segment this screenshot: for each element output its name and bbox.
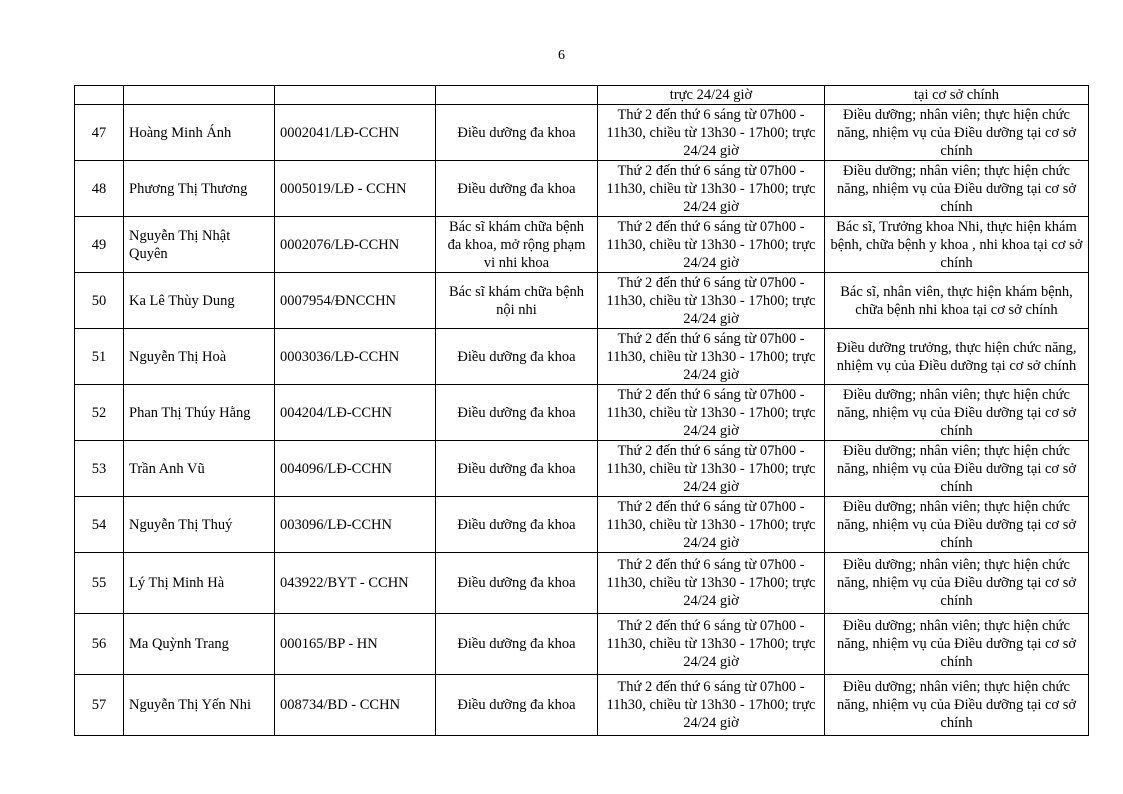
cell-no [75,86,124,105]
cell-name: Phan Thị Thúy Hằng [124,385,275,441]
cell-cert: 0002041/LĐ-CCHN [275,105,436,161]
table-row [75,497,1089,553]
cell-no: 57 [75,675,124,736]
table-row [75,385,1089,441]
cell-no: 47 [75,105,124,161]
table-row [75,329,1089,385]
table-row [75,553,1089,614]
table-row [75,614,1089,675]
cell-position: Điều dưỡng; nhân viên; thực hiện chức năng, nhiệm vụ của Điều dưỡng tại cơ sở chính [825,553,1089,614]
cell-cert: 043922/BYT - CCHN [275,553,436,614]
cell-time: Thứ 2 đến thứ 6 sáng từ 07h00 - 11h30, chiều từ 13h30 - 17h00; trực 24/24 giờ [598,675,825,736]
cell-cert [275,86,436,105]
cell-name: Hoàng Minh Ánh [124,105,275,161]
table-row [75,217,1089,273]
continuation-row [75,86,1089,105]
cell-scope: Điều dưỡng đa khoa [436,329,598,385]
staff-table [74,85,1089,736]
cell-name: Nguyễn Thị Nhật Quyên [124,217,275,273]
cell-position: Điều dưỡng; nhân viên; thực hiện chức năng, nhiệm vụ của Điều dưỡng tại cơ sở chính [825,105,1089,161]
cell-position: Điều dưỡng; nhân viên; thực hiện chức năng, nhiệm vụ của Điều dưỡng tại cơ sở chính [825,497,1089,553]
cell-cert: 003096/LĐ-CCHN [275,497,436,553]
cell-name: Trần Anh Vũ [124,441,275,497]
cell-time: Thứ 2 đến thứ 6 sáng từ 07h00 - 11h30, chiều từ 13h30 - 17h00; trực 24/24 giờ [598,385,825,441]
cell-cert: 000165/BP - HN [275,614,436,675]
table-row [75,273,1089,329]
cell-scope: Điều dưỡng đa khoa [436,441,598,497]
cell-position: Điều dưỡng; nhân viên; thực hiện chức năng, nhiệm vụ của Điều dưỡng tại cơ sở chính [825,385,1089,441]
table-row [75,105,1089,161]
cell-cert: 004096/LĐ-CCHN [275,441,436,497]
cell-no: 48 [75,161,124,217]
cell-scope: Bác sĩ khám chữa bệnh đa khoa, mở rộng phạm vi nhi khoa [436,217,598,273]
cell-no: 52 [75,385,124,441]
cell-position: Điều dưỡng; nhân viên; thực hiện chức năng, nhiệm vụ của Điều dưỡng tại cơ sở chính [825,614,1089,675]
cell-position: Điều dưỡng; nhân viên; thực hiện chức năng, nhiệm vụ của Điều dưỡng tại cơ sở chính [825,675,1089,736]
cell-time: Thứ 2 đến thứ 6 sáng từ 07h00 - 11h30, chiều từ 13h30 - 17h00; trực 24/24 giờ [598,217,825,273]
cell-scope: Điều dưỡng đa khoa [436,614,598,675]
cell-position: Bác sĩ, Trưởng khoa Nhi, thực hiện khám bệnh, chữa bệnh y khoa , nhi khoa tại cơ sở chính [825,217,1089,273]
page-number: 6 [558,48,565,63]
cell-name: Nguyễn Thị Thuý [124,497,275,553]
cell-no: 56 [75,614,124,675]
cell-no: 55 [75,553,124,614]
cell-scope [436,86,598,105]
cell-no: 53 [75,441,124,497]
cell-time: trực 24/24 giờ [598,86,825,105]
cell-name: Ma Quỳnh Trang [124,614,275,675]
cell-scope: Điều dưỡng đa khoa [436,105,598,161]
cell-cert: 0005019/LĐ - CCHN [275,161,436,217]
cell-cert: 0003036/LĐ-CCHN [275,329,436,385]
cell-cert: 0002076/LĐ-CCHN [275,217,436,273]
cell-no: 51 [75,329,124,385]
cell-scope: Điều dưỡng đa khoa [436,675,598,736]
cell-scope: Điều dưỡng đa khoa [436,385,598,441]
cell-name: Lý Thị Minh Hà [124,553,275,614]
cell-time: Thứ 2 đến thứ 6 sáng từ 07h00 - 11h30, chiều từ 13h30 - 17h00; trực 24/24 giờ [598,553,825,614]
cell-position: tại cơ sở chính [825,86,1089,105]
table-row [75,675,1089,736]
cell-scope: Điều dưỡng đa khoa [436,497,598,553]
table-row [75,441,1089,497]
cell-time: Thứ 2 đến thứ 6 sáng từ 07h00 - 11h30, chiều từ 13h30 - 17h00; trực 24/24 giờ [598,614,825,675]
table-row [75,161,1089,217]
cell-name: Phương Thị Thương [124,161,275,217]
cell-name [124,86,275,105]
cell-name: Nguyễn Thị Yến Nhi [124,675,275,736]
cell-position: Điều dưỡng; nhân viên; thực hiện chức năng, nhiệm vụ của Điều dưỡng tại cơ sở chính [825,161,1089,217]
cell-position: Bác sĩ, nhân viên, thực hiện khám bệnh, chữa bệnh nhi khoa tại cơ sở chính [825,273,1089,329]
cell-cert: 0007954/ĐNCCHN [275,273,436,329]
cell-cert: 008734/BD - CCHN [275,675,436,736]
cell-scope: Điều dưỡng đa khoa [436,161,598,217]
cell-time: Thứ 2 đến thứ 6 sáng từ 07h00 - 11h30, chiều từ 13h30 - 17h00; trực 24/24 giờ [598,161,825,217]
cell-scope: Điều dưỡng đa khoa [436,553,598,614]
cell-position: Điều dưỡng; nhân viên; thực hiện chức năng, nhiệm vụ của Điều dưỡng tại cơ sở chính [825,441,1089,497]
cell-name: Ka Lê Thùy Dung [124,273,275,329]
cell-no: 49 [75,217,124,273]
cell-name: Nguyễn Thị Hoà [124,329,275,385]
cell-position: Điều dưỡng trưởng, thực hiện chức năng, nhiệm vụ của Điều dưỡng tại cơ sở chính [825,329,1089,385]
cell-time: Thứ 2 đến thứ 6 sáng từ 07h00 - 11h30, chiều từ 13h30 - 17h00; trực 24/24 giờ [598,497,825,553]
cell-time: Thứ 2 đến thứ 6 sáng từ 07h00 - 11h30, chiều từ 13h30 - 17h00; trực 24/24 giờ [598,105,825,161]
cell-time: Thứ 2 đến thứ 6 sáng từ 07h00 - 11h30, chiều từ 13h30 - 17h00; trực 24/24 giờ [598,273,825,329]
cell-scope: Bác sĩ khám chữa bệnh nội nhi [436,273,598,329]
cell-cert: 004204/LĐ-CCHN [275,385,436,441]
cell-time: Thứ 2 đến thứ 6 sáng từ 07h00 - 11h30, chiều từ 13h30 - 17h00; trực 24/24 giờ [598,329,825,385]
cell-no: 50 [75,273,124,329]
cell-no: 54 [75,497,124,553]
cell-time: Thứ 2 đến thứ 6 sáng từ 07h00 - 11h30, chiều từ 13h30 - 17h00; trực 24/24 giờ [598,441,825,497]
